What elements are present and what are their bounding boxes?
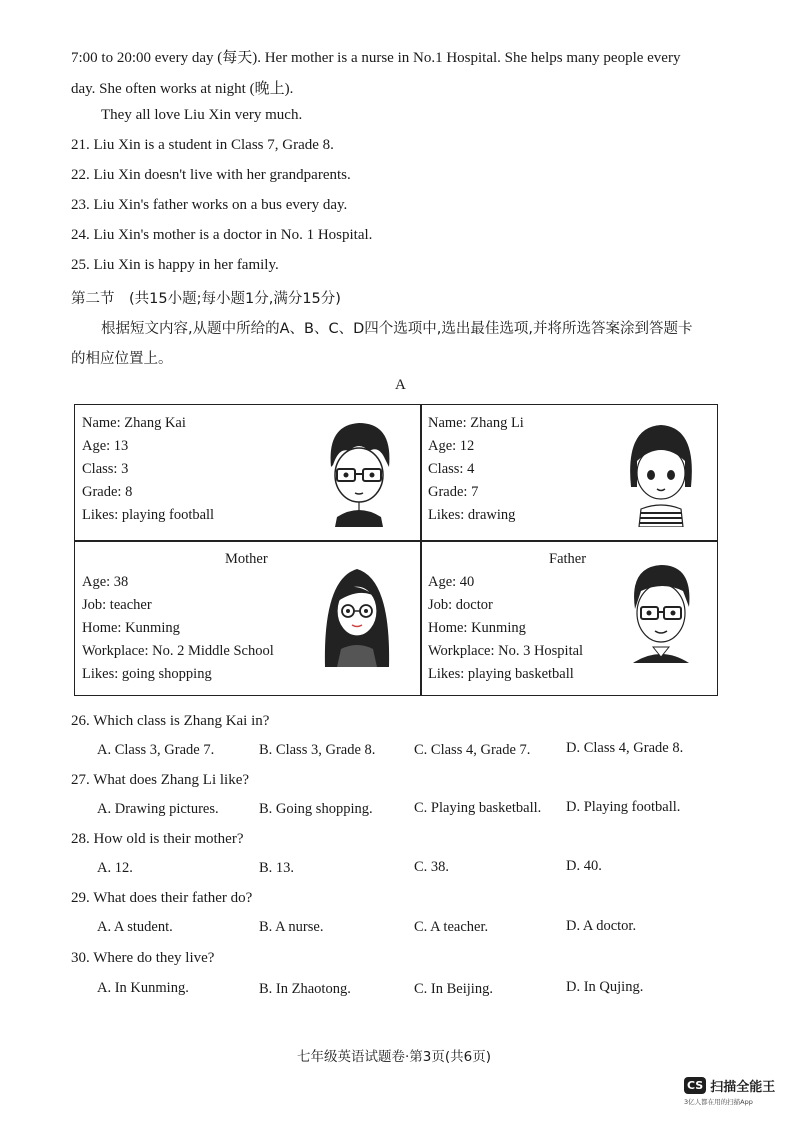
q29-option-c: C. A teacher. <box>414 919 489 935</box>
cell-father <box>428 548 586 686</box>
q28-option-d: D. 40. <box>566 858 602 874</box>
passage-line-3: They all love Liu Xin very much. <box>101 107 303 123</box>
question-26: 26. Which class is Zhang Kai in? <box>71 713 270 729</box>
q29-option-b: B. A nurse. <box>259 919 324 935</box>
statement-23: 23. Liu Xin's father works on a bus every day. <box>71 197 348 213</box>
girl-avatar-illustration <box>623 417 699 527</box>
scanner-watermark <box>684 1076 775 1106</box>
page-footer: 七年级英语试题卷·第3页(共6页) <box>297 1049 492 1065</box>
cell-zhang-kai <box>82 412 214 527</box>
zhang-kai-age: Age: 13 <box>82 438 129 454</box>
boy-avatar-illustration <box>319 417 399 527</box>
father-job: Job: doctor <box>428 597 493 613</box>
mother-workplace: Workplace: No. 2 Middle School <box>82 643 274 659</box>
zhang-li-likes: Likes: drawing <box>428 507 516 523</box>
zhang-li-age: Age: 12 <box>428 438 475 454</box>
question-27: 27. What does Zhang Li like? <box>71 772 250 788</box>
table-divider-horizontal <box>75 540 717 542</box>
q28-option-b: B. 13. <box>259 860 295 876</box>
mother-likes: Likes: going shopping <box>82 666 212 682</box>
family-info-table <box>74 404 718 696</box>
passage-line-2: day. She often works at night (晚上). <box>71 81 294 97</box>
q29-option-a: A. A student. <box>97 919 173 935</box>
q26-option-c: C. Class 4, Grade 7. <box>414 742 531 758</box>
q30-option-b: B. In Zhaotong. <box>259 981 351 997</box>
q26-option-a: A. Class 3, Grade 7. <box>97 742 215 758</box>
statement-21: 21. Liu Xin is a student in Class 7, Grade 8. <box>71 137 334 153</box>
mother-title: Mother <box>225 551 268 567</box>
father-avatar-illustration <box>623 557 699 665</box>
father-workplace: Workplace: No. 3 Hospital <box>428 643 584 659</box>
cell-mother <box>82 548 274 686</box>
q27-option-b: B. Going shopping. <box>259 801 373 817</box>
passage-label: A <box>395 377 406 393</box>
father-home: Home: Kunming <box>428 620 526 636</box>
cell-zhang-li <box>428 412 524 527</box>
statement-22: 22. Liu Xin doesn't live with her grandparents. <box>71 167 351 183</box>
father-title: Father <box>549 551 587 567</box>
q28-option-a: A. 12. <box>97 860 133 876</box>
statement-25: 25. Liu Xin is happy in her family. <box>71 257 279 273</box>
q27-option-a: A. Drawing pictures. <box>97 801 219 817</box>
zhang-kai-class: Class: 3 <box>82 461 129 477</box>
scanner-tagline: 3亿人都在用的扫描App <box>684 1098 753 1106</box>
question-30: 30. Where do they live? <box>71 950 215 966</box>
father-likes: Likes: playing basketball <box>428 666 574 682</box>
section-heading: 第二节 (共15小题;每小题1分,满分15分) <box>71 291 341 307</box>
zhang-kai-grade: Grade: 8 <box>82 484 133 500</box>
q30-option-d: D. In Qujing. <box>566 979 644 995</box>
zhang-li-name: Name: Zhang Li <box>428 415 524 431</box>
q29-option-d: D. A doctor. <box>566 918 637 934</box>
q30-option-c: C. In Beijing. <box>414 981 493 997</box>
passage-line-1: 7:00 to 20:00 every day (每天). Her mother is a nurse in No.1 Hospital. She helps many people every <box>71 50 681 66</box>
mother-job: Job: teacher <box>82 597 152 613</box>
zhang-li-grade: Grade: 7 <box>428 484 479 500</box>
father-age: Age: 40 <box>428 574 475 590</box>
question-28: 28. How old is their mother? <box>71 831 244 847</box>
q26-option-b: B. Class 3, Grade 8. <box>259 742 376 758</box>
mother-avatar-illustration <box>321 559 393 669</box>
zhang-li-class: Class: 4 <box>428 461 475 477</box>
zhang-kai-name: Name: Zhang Kai <box>82 415 186 431</box>
scanner-app-name: 扫描全能王 <box>710 1080 776 1095</box>
q30-option-a: A. In Kunming. <box>97 980 189 996</box>
q27-option-d: D. Playing football. <box>566 799 681 815</box>
q26-option-d: D. Class 4, Grade 8. <box>566 740 684 756</box>
section-instruction-2: 的相应位置上。 <box>71 351 173 367</box>
mother-age: Age: 38 <box>82 574 129 590</box>
scanner-logo-badge: CS <box>684 1077 706 1094</box>
table-divider-vertical <box>420 405 422 695</box>
question-29: 29. What does their father do? <box>71 890 253 906</box>
mother-home: Home: Kunming <box>82 620 180 636</box>
statement-24: 24. Liu Xin's mother is a doctor in No. 1 Hospital. <box>71 227 373 243</box>
section-instruction-1: 根据短文内容,从题中所给的A、B、C、D四个选项中,选出最佳选项,并将所选答案涂到答题卡 <box>101 321 693 337</box>
zhang-kai-likes: Likes: playing football <box>82 507 215 523</box>
q27-option-c: C. Playing basketball. <box>414 800 542 816</box>
q28-option-c: C. 38. <box>414 859 450 875</box>
